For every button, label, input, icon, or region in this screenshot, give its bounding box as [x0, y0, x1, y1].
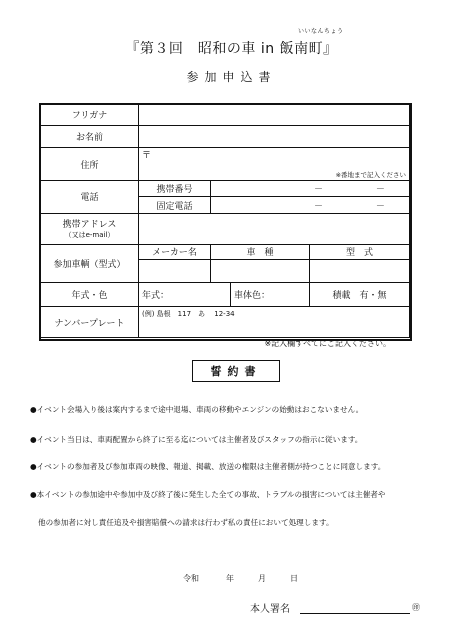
name-field[interactable]	[139, 125, 410, 148]
mobile-field[interactable]	[211, 180, 410, 196]
phone-label: 電話	[41, 180, 139, 213]
signature-label: 本人署名	[250, 604, 290, 615]
address-label: 住所	[41, 148, 139, 181]
number-plate-field[interactable]	[139, 307, 410, 338]
document-title: 『第３回 昭和の車 in 飯南町』	[125, 41, 338, 57]
furigana-field[interactable]	[139, 105, 410, 126]
postal-mark: 〒	[142, 151, 152, 162]
plate-example: (例) 島根 117 あ 12-34	[142, 310, 235, 319]
type-field[interactable]	[310, 259, 410, 282]
mobile-address-label-line2: （又はe-mail）	[64, 231, 115, 240]
date-year: 年	[226, 574, 234, 583]
date-day: 日	[290, 574, 298, 583]
fill-all-note: ※記入欄すべてにご記入ください。	[264, 339, 391, 348]
seal-mark: ㊞	[412, 603, 420, 612]
address-note: ※番地まで記入ください	[335, 170, 407, 179]
landline-dash-1: －	[314, 201, 324, 212]
year-color-label: 年式・色	[41, 282, 139, 307]
model-header: 車 種	[211, 244, 310, 259]
landline-label: 固定電話	[139, 197, 211, 213]
body-color-input-label: 車体色：	[234, 290, 271, 301]
vehicle-label: 参加車輌（型式）	[41, 244, 139, 282]
mobile-address-label-line1: 携帯アドレス	[62, 220, 117, 231]
mobile-label: 携帯番号	[139, 180, 211, 196]
mobile-dash-1: －	[314, 185, 324, 196]
body-color-field[interactable]	[231, 282, 310, 307]
number-plate-label: ナンバープレート	[41, 307, 139, 338]
title-ruby: いいなんちょう	[298, 28, 344, 35]
year-field[interactable]	[139, 282, 231, 307]
oath-clause-2: ●イベント当日は、車両配置から終了に至る迄については主催者及びスタッフの指示に従います。	[30, 435, 363, 444]
document-subtitle: 参加申込書	[186, 70, 277, 84]
maker-field[interactable]	[139, 259, 211, 282]
oath-clause-4: ●本イベントの参加途中や参加中及び終了後に発生した全ての事故、トラブルの損害については主催者や	[30, 490, 386, 499]
application-form-table	[40, 104, 410, 338]
address-field[interactable]	[139, 148, 410, 181]
oath-clause-4-continued: 他の参加者に対し責任追及や損害賠償への請求は行わず私の責任において処理します。	[38, 518, 334, 527]
type-header: 型 式	[310, 244, 410, 259]
maker-header: メーカー名	[139, 244, 211, 259]
mobile-address-label	[41, 213, 139, 244]
year-input-label: 年式：	[142, 290, 170, 301]
date-era: 令和	[183, 574, 199, 583]
model-field[interactable]	[211, 259, 310, 282]
signature-field[interactable]	[300, 613, 410, 614]
furigana-label: フリガナ	[41, 105, 139, 126]
landline-dash-2: －	[375, 201, 385, 212]
mobile-dash-2: －	[375, 185, 385, 196]
landline-field[interactable]	[211, 197, 410, 213]
loading-field[interactable]: 積載 有・無	[310, 282, 410, 307]
oath-clause-1: ●イベント会場入り後は案内するまで途中退場、車両の移動やエンジンの始動はおこないません。	[30, 405, 364, 414]
mobile-address-field[interactable]	[139, 213, 410, 244]
oath-clause-3: ●イベントの参加者及び参加車両の映像、報道、掲載、放送の権限は主催者側が持つことに同意します。	[30, 462, 386, 471]
name-label: お名前	[41, 125, 139, 148]
oath-title: 誓約書	[192, 360, 280, 382]
date-month: 月	[258, 574, 266, 583]
